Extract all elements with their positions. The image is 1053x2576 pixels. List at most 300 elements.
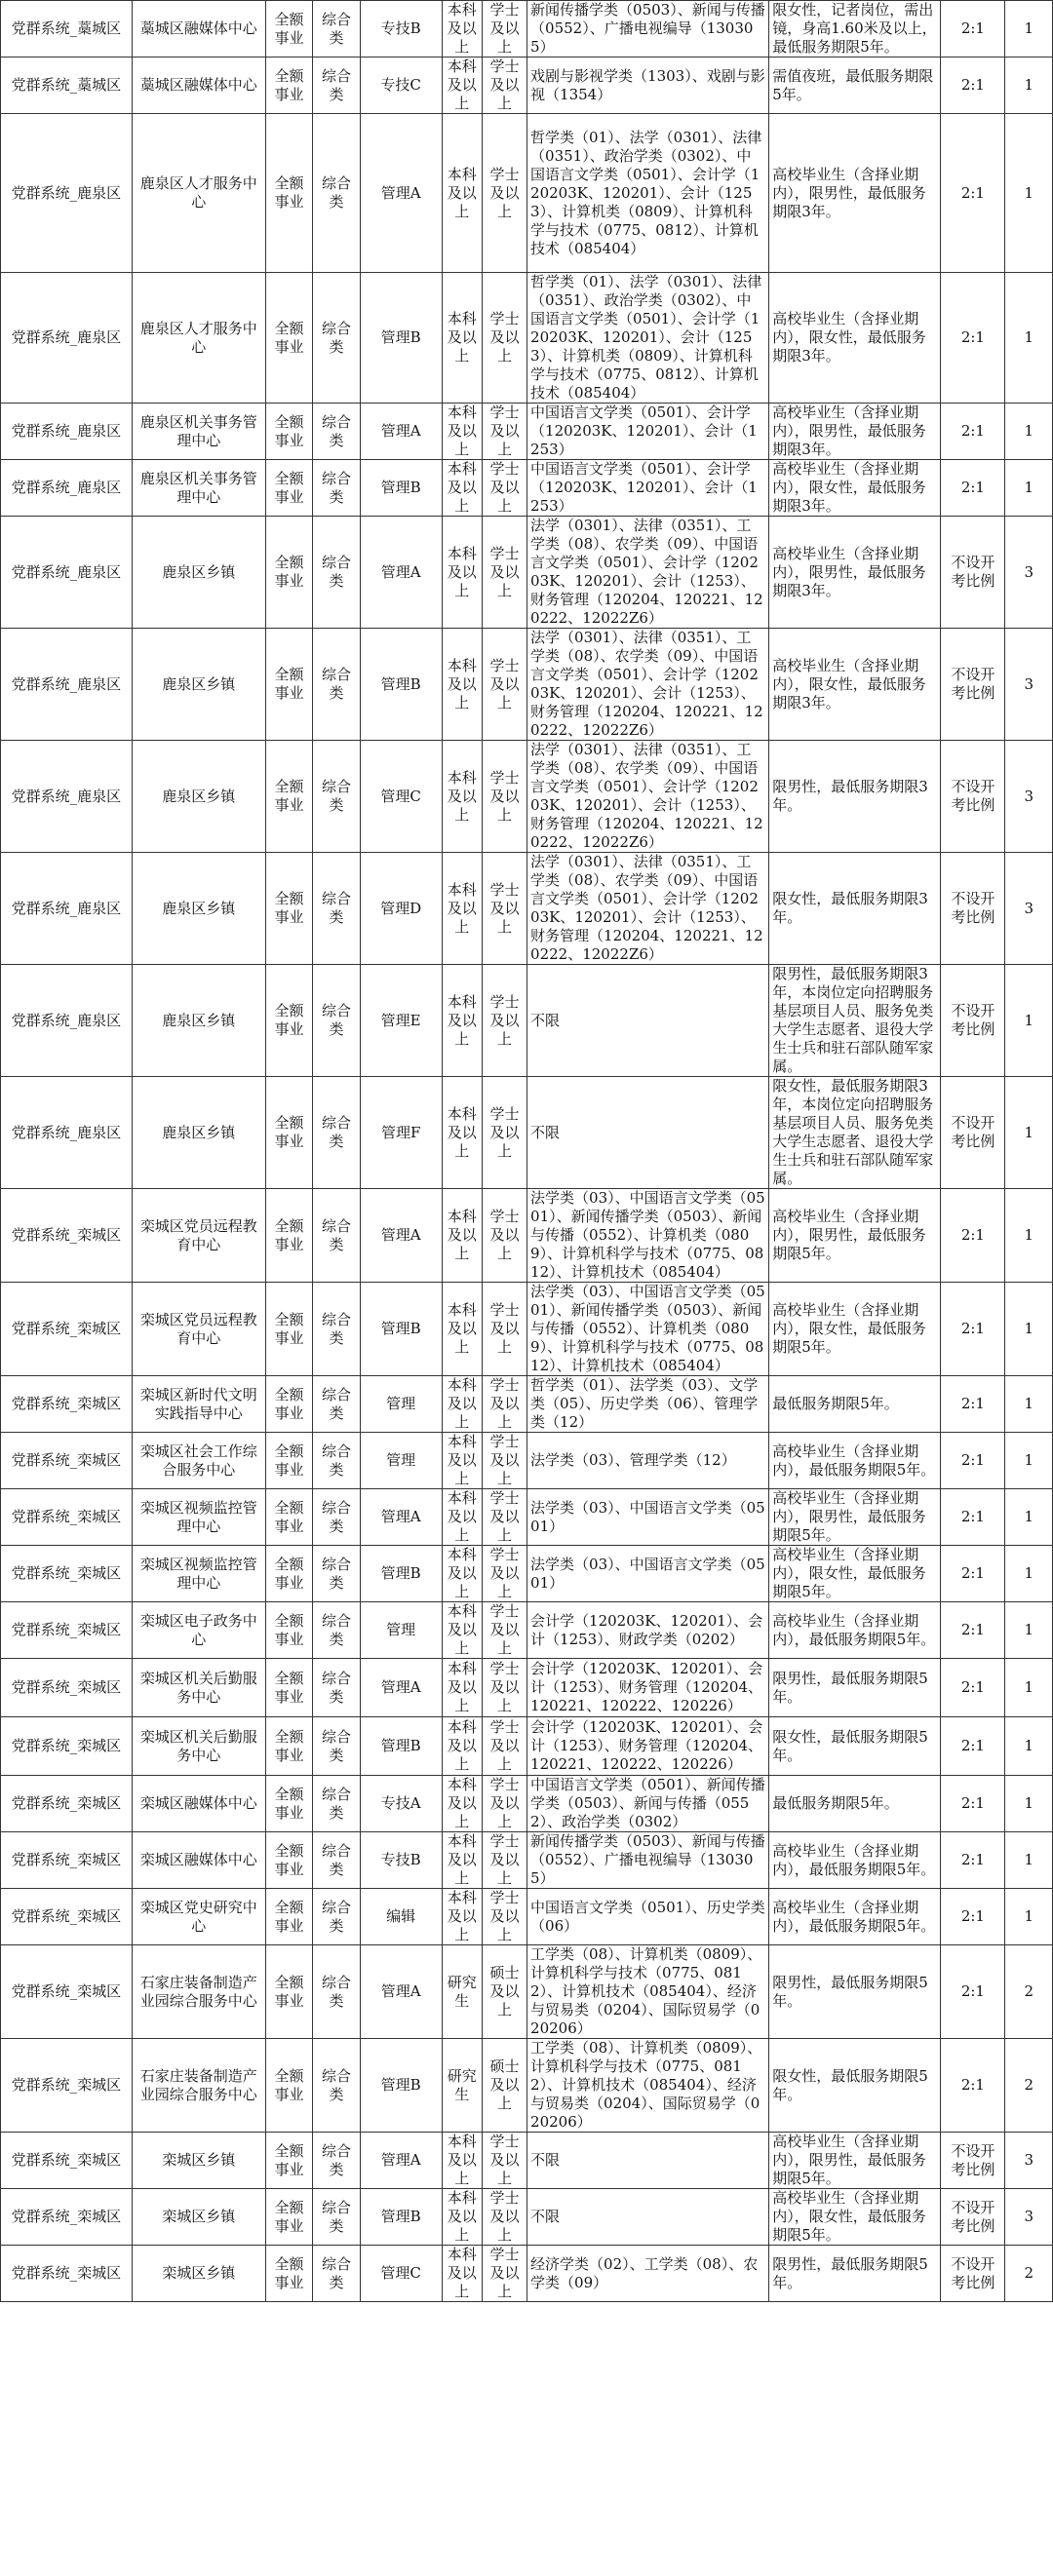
post-cell: 管理C [360, 2246, 442, 2302]
post-cell: 管理B [360, 273, 442, 404]
post-cell: 管理A [360, 1659, 442, 1717]
funding-cell: 全额事业 [265, 404, 312, 460]
post-cell: 管理A [360, 404, 442, 460]
system-cell: 党群系统_栾城区 [1, 2246, 133, 2302]
major-cell: 中国语言文学类（0501）、历史学类（06） [527, 1889, 769, 1945]
education-cell: 本科及以上 [442, 1832, 482, 1889]
category-cell: 综合类 [313, 965, 360, 1077]
category-cell: 综合类 [313, 404, 360, 460]
major-cell: 法学（0301）、法律（0351）、工学类（08）、农学类（09）、中国语言文学类（0501）、会计学（120203K、120201）、会计（1253）、财务管理（120204、120221、120222、12022Z6） [527, 853, 769, 965]
count-cell: 1 [1005, 965, 1053, 1077]
requirement-cell: 高校毕业生（含择业期内），最低服务期限5年。 [769, 1889, 941, 1945]
system-cell: 党群系统_鹿泉区 [1, 404, 133, 460]
unit-cell: 栾城区社会工作综合服务中心 [132, 1433, 265, 1489]
education-cell: 本科及以上 [442, 853, 482, 965]
degree-cell: 学士及以上 [482, 1376, 526, 1433]
funding-cell: 全额事业 [265, 1659, 312, 1717]
degree-cell: 学士及以上 [482, 1889, 526, 1945]
count-cell: 3 [1005, 741, 1053, 853]
system-cell: 党群系统_栾城区 [1, 1433, 133, 1489]
requirement-cell: 高校毕业生（含择业期内），最低服务期限5年。 [769, 1602, 941, 1659]
post-cell: 管理A [360, 517, 442, 629]
post-cell: 管理A [360, 1945, 442, 2039]
degree-cell: 学士及以上 [482, 2189, 526, 2246]
requirement-cell: 高校毕业生（含择业期内），限女性，最低服务期限5年。 [769, 1546, 941, 1602]
post-cell: 管理A [360, 114, 442, 273]
funding-cell: 全额事业 [265, 2189, 312, 2246]
ratio-cell: 不设开考比例 [941, 853, 1005, 965]
count-cell: 1 [1005, 1489, 1053, 1546]
count-cell: 1 [1005, 1546, 1053, 1602]
requirement-cell: 限男性，最低服务期限5年。 [769, 1945, 941, 2039]
post-cell: 管理B [360, 460, 442, 517]
degree-cell: 学士及以上 [482, 1717, 526, 1776]
funding-cell: 全额事业 [265, 2039, 312, 2133]
major-cell: 会计学（120203K、120201）、会计（1253）、财务管理（120204、120221、120222、120226） [527, 1659, 769, 1717]
category-cell: 综合类 [313, 1659, 360, 1717]
system-cell: 党群系统_鹿泉区 [1, 629, 133, 741]
category-cell: 综合类 [313, 741, 360, 853]
category-cell: 综合类 [313, 460, 360, 517]
category-cell: 综合类 [313, 1077, 360, 1189]
funding-cell: 全额事业 [265, 460, 312, 517]
major-cell: 哲学类（01）、法学类（03）、文学类（05）、历史学类（06）、管理学类（12） [527, 1376, 769, 1433]
education-cell: 本科及以上 [442, 114, 482, 273]
degree-cell: 学士及以上 [482, 1283, 526, 1376]
requirement-cell: 高校毕业生（含择业期内），限女性，最低服务期限3年。 [769, 629, 941, 741]
system-cell: 党群系统_藁城区 [1, 1, 133, 58]
category-cell: 综合类 [313, 1546, 360, 1602]
count-cell: 3 [1005, 2189, 1053, 2246]
ratio-cell: 2:1 [941, 114, 1005, 273]
count-cell: 1 [1005, 273, 1053, 404]
post-cell: 管理 [360, 1433, 442, 1489]
ratio-cell: 不设开考比例 [941, 965, 1005, 1077]
major-cell: 会计学（120203K、120201）、会计（1253）、财政学类（0202） [527, 1602, 769, 1659]
category-cell: 综合类 [313, 1717, 360, 1776]
table-row [1, 741, 1053, 853]
education-cell: 本科及以上 [442, 1889, 482, 1945]
category-cell: 综合类 [313, 2133, 360, 2189]
table-row [1, 517, 1053, 629]
count-cell: 1 [1005, 404, 1053, 460]
system-cell: 党群系统_栾城区 [1, 1283, 133, 1376]
ratio-cell: 2:1 [941, 404, 1005, 460]
requirement-cell: 限男性，最低服务期限3年。 [769, 741, 941, 853]
category-cell: 综合类 [313, 1832, 360, 1889]
degree-cell: 学士及以上 [482, 1189, 526, 1283]
degree-cell: 学士及以上 [482, 629, 526, 741]
education-cell: 本科及以上 [442, 1433, 482, 1489]
education-cell: 本科及以上 [442, 1189, 482, 1283]
degree-cell: 学士及以上 [482, 1, 526, 58]
unit-cell: 石家庄装备制造产业园综合服务中心 [132, 2039, 265, 2133]
unit-cell: 栾城区新时代文明实践指导中心 [132, 1376, 265, 1433]
system-cell: 党群系统_栾城区 [1, 1945, 133, 2039]
count-cell: 1 [1005, 58, 1053, 114]
degree-cell: 学士及以上 [482, 114, 526, 273]
unit-cell: 栾城区党史研究中心 [132, 1889, 265, 1945]
degree-cell: 学士及以上 [482, 1832, 526, 1889]
education-cell: 本科及以上 [442, 404, 482, 460]
table-row [1, 2133, 1053, 2189]
count-cell: 1 [1005, 1283, 1053, 1376]
ratio-cell: 2:1 [941, 1776, 1005, 1832]
system-cell: 党群系统_鹿泉区 [1, 273, 133, 404]
major-cell: 中国语言文学类（0501）、新闻传播学类（0503）、新闻与传播（0552）、政治学类（0302） [527, 1776, 769, 1832]
system-cell: 党群系统_鹿泉区 [1, 853, 133, 965]
ratio-cell: 2:1 [941, 1283, 1005, 1376]
education-cell: 本科及以上 [442, 273, 482, 404]
table-row [1, 1376, 1053, 1433]
major-cell: 新闻传播学类（0503）、新闻与传播（0552）、广播电视编导（130305） [527, 1, 769, 58]
system-cell: 党群系统_鹿泉区 [1, 114, 133, 273]
count-cell: 1 [1005, 1776, 1053, 1832]
post-cell: 管理B [360, 2039, 442, 2133]
post-cell: 管理B [360, 1546, 442, 1602]
unit-cell: 鹿泉区人才服务中心 [132, 273, 265, 404]
system-cell: 党群系统_栾城区 [1, 2039, 133, 2133]
table-row [1, 2039, 1053, 2133]
requirement-cell: 高校毕业生（含择业期内），限女性，最低服务期限5年。 [769, 2189, 941, 2246]
education-cell: 本科及以上 [442, 1776, 482, 1832]
funding-cell: 全额事业 [265, 273, 312, 404]
funding-cell: 全额事业 [265, 741, 312, 853]
major-cell: 哲学类（01）、法学（0301）、法律（0351）、政治学类（0302）、中国语言文学类（0501）、会计学（120203K、120201）、会计（1253）、计算机类（0809）、计算机科学与技术（0775、0812）、计算机技术（085404） [527, 114, 769, 273]
ratio-cell: 2:1 [941, 1602, 1005, 1659]
funding-cell: 全额事业 [265, 2246, 312, 2302]
table-row [1, 853, 1053, 965]
funding-cell: 全额事业 [265, 1376, 312, 1433]
unit-cell: 栾城区党员远程教育中心 [132, 1283, 265, 1376]
funding-cell: 全额事业 [265, 1776, 312, 1832]
table-row [1, 1717, 1053, 1776]
requirement-cell: 限男性，最低服务期限3年，本岗位定向招聘服务基层项目人员、服务免类大学生志愿者、退役大学生士兵和驻石部队随军家属。 [769, 965, 941, 1077]
degree-cell: 硕士及以上 [482, 1945, 526, 2039]
count-cell: 1 [1005, 1077, 1053, 1189]
category-cell: 综合类 [313, 273, 360, 404]
funding-cell: 全额事业 [265, 1945, 312, 2039]
major-cell: 法学类（03）、管理学类（12） [527, 1433, 769, 1489]
degree-cell: 硕士及以上 [482, 2039, 526, 2133]
major-cell: 法学（0301）、法律（0351）、工学类（08）、农学类（09）、中国语言文学类（0501）、会计学（120203K、120201）、会计（1253）、财务管理（120204、120221、120222、12022Z6） [527, 517, 769, 629]
requirement-cell: 限男性，最低服务期限5年。 [769, 2246, 941, 2302]
ratio-cell: 2:1 [941, 1, 1005, 58]
table-row [1, 1433, 1053, 1489]
table-row [1, 1945, 1053, 2039]
requirement-cell: 高校毕业生（含择业期内），最低服务期限5年。 [769, 1433, 941, 1489]
education-cell: 本科及以上 [442, 460, 482, 517]
post-cell: 专技A [360, 1776, 442, 1832]
major-cell: 工学类（08）、计算机类（0809）、计算机科学与技术（0775、0812）、计算机技术（085404）、经济与贸易类（0204）、国际贸易学（020206） [527, 2039, 769, 2133]
count-cell: 1 [1005, 1717, 1053, 1776]
table-row [1, 1546, 1053, 1602]
degree-cell: 学士及以上 [482, 965, 526, 1077]
requirement-cell: 高校毕业生（含择业期内），限女性，最低服务期限5年。 [769, 1283, 941, 1376]
category-cell: 综合类 [313, 1602, 360, 1659]
ratio-cell: 不设开考比例 [941, 2189, 1005, 2246]
education-cell: 研究生 [442, 2039, 482, 2133]
table-row [1, 1832, 1053, 1889]
category-cell: 综合类 [313, 1776, 360, 1832]
count-cell: 1 [1005, 1889, 1053, 1945]
funding-cell: 全额事业 [265, 1, 312, 58]
category-cell: 综合类 [313, 517, 360, 629]
ratio-cell: 不设开考比例 [941, 2133, 1005, 2189]
table-row [1, 1776, 1053, 1832]
education-cell: 本科及以上 [442, 1489, 482, 1546]
post-cell: 专技B [360, 1832, 442, 1889]
funding-cell: 全额事业 [265, 58, 312, 114]
ratio-cell: 2:1 [941, 273, 1005, 404]
category-cell: 综合类 [313, 1189, 360, 1283]
funding-cell: 全额事业 [265, 517, 312, 629]
unit-cell: 鹿泉区乡镇 [132, 965, 265, 1077]
table-row [1, 2246, 1053, 2302]
education-cell: 本科及以上 [442, 2133, 482, 2189]
ratio-cell: 2:1 [941, 1717, 1005, 1776]
table-row [1, 114, 1053, 273]
count-cell: 1 [1005, 1376, 1053, 1433]
count-cell: 3 [1005, 853, 1053, 965]
table-row [1, 1489, 1053, 1546]
system-cell: 党群系统_栾城区 [1, 1776, 133, 1832]
system-cell: 党群系统_栾城区 [1, 1489, 133, 1546]
unit-cell: 鹿泉区机关事务管理中心 [132, 460, 265, 517]
degree-cell: 学士及以上 [482, 1659, 526, 1717]
ratio-cell: 不设开考比例 [941, 629, 1005, 741]
education-cell: 本科及以上 [442, 1659, 482, 1717]
unit-cell: 栾城区乡镇 [132, 2189, 265, 2246]
major-cell: 中国语言文学类（0501）、会计学（120203K、120201）、会计（1253） [527, 460, 769, 517]
category-cell: 综合类 [313, 58, 360, 114]
funding-cell: 全额事业 [265, 2133, 312, 2189]
table-row [1, 1602, 1053, 1659]
count-cell: 1 [1005, 1, 1053, 58]
post-cell: 管理 [360, 1376, 442, 1433]
requirement-cell: 高校毕业生（含择业期内），限男性，最低服务期限3年。 [769, 517, 941, 629]
degree-cell: 学士及以上 [482, 1546, 526, 1602]
education-cell: 本科及以上 [442, 58, 482, 114]
major-cell: 哲学类（01）、法学（0301）、法律（0351）、政治学类（0302）、中国语言文学类（0501）、会计学（120203K、120201）、会计（1253）、计算机类（0809）、计算机科学与技术（0775、0812）、计算机技术（085404） [527, 273, 769, 404]
education-cell: 本科及以上 [442, 1376, 482, 1433]
category-cell: 综合类 [313, 1889, 360, 1945]
unit-cell: 鹿泉区乡镇 [132, 853, 265, 965]
education-cell: 本科及以上 [442, 1283, 482, 1376]
education-cell: 本科及以上 [442, 629, 482, 741]
unit-cell: 藁城区融媒体中心 [132, 58, 265, 114]
ratio-cell: 不设开考比例 [941, 1077, 1005, 1189]
table-row [1, 2189, 1053, 2246]
major-cell: 法学（0301）、法律（0351）、工学类（08）、农学类（09）、中国语言文学类（0501）、会计学（120203K、120201）、会计（1253）、财务管理（120204、120221、120222、12022Z6） [527, 741, 769, 853]
count-cell: 2 [1005, 1945, 1053, 2039]
major-cell: 会计学（120203K、120201）、会计（1253）、财务管理（120204、120221、120222、120226） [527, 1717, 769, 1776]
table-row [1, 1283, 1053, 1376]
funding-cell: 全额事业 [265, 1546, 312, 1602]
requirement-cell: 最低服务期限5年。 [769, 1776, 941, 1832]
ratio-cell: 2:1 [941, 1659, 1005, 1717]
system-cell: 党群系统_栾城区 [1, 1889, 133, 1945]
funding-cell: 全额事业 [265, 1889, 312, 1945]
major-cell: 新闻传播学类（0503）、新闻与传播（0552）、广播电视编导（130305） [527, 1832, 769, 1889]
ratio-cell: 2:1 [941, 1889, 1005, 1945]
major-cell: 法学类（03）、中国语言文学类（0501）、新闻传播学类（0503）、新闻与传播（0552）、计算机类（0809）、计算机科学与技术（0775、0812）、计算机技术（085404） [527, 1283, 769, 1376]
table-row [1, 58, 1053, 114]
post-cell: 管理A [360, 1489, 442, 1546]
table-row [1, 460, 1053, 517]
requirement-cell: 高校毕业生（含择业期内），限女性，最低服务期限3年。 [769, 273, 941, 404]
degree-cell: 学士及以上 [482, 58, 526, 114]
system-cell: 党群系统_藁城区 [1, 58, 133, 114]
ratio-cell: 不设开考比例 [941, 741, 1005, 853]
table-body [1, 1, 1053, 2302]
system-cell: 党群系统_鹿泉区 [1, 460, 133, 517]
category-cell: 综合类 [313, 1945, 360, 2039]
major-cell: 中国语言文学类（0501）、会计学（120203K、120201）、会计（1253） [527, 404, 769, 460]
major-cell: 法学类（03）、中国语言文学类（0501） [527, 1489, 769, 1546]
funding-cell: 全额事业 [265, 629, 312, 741]
degree-cell: 学士及以上 [482, 273, 526, 404]
ratio-cell: 不设开考比例 [941, 2246, 1005, 2302]
ratio-cell: 2:1 [941, 2039, 1005, 2133]
education-cell: 本科及以上 [442, 1, 482, 58]
count-cell: 3 [1005, 629, 1053, 741]
ratio-cell: 2:1 [941, 1832, 1005, 1889]
education-cell: 本科及以上 [442, 1602, 482, 1659]
table-row [1, 1659, 1053, 1717]
category-cell: 综合类 [313, 2039, 360, 2133]
major-cell: 不限 [527, 965, 769, 1077]
requirement-cell: 最低服务期限5年。 [769, 1376, 941, 1433]
ratio-cell: 2:1 [941, 1945, 1005, 2039]
category-cell: 综合类 [313, 114, 360, 273]
post-cell: 管理C [360, 741, 442, 853]
degree-cell: 学士及以上 [482, 1602, 526, 1659]
requirement-cell: 高校毕业生（含择业期内），限女性，最低服务期限3年。 [769, 460, 941, 517]
funding-cell: 全额事业 [265, 1717, 312, 1776]
system-cell: 党群系统_鹿泉区 [1, 517, 133, 629]
table-row [1, 1, 1053, 58]
post-cell: 管理A [360, 1189, 442, 1283]
table-row [1, 629, 1053, 741]
category-cell: 综合类 [313, 1489, 360, 1546]
requirement-cell: 限男性，最低服务期限5年。 [769, 1659, 941, 1717]
degree-cell: 学士及以上 [482, 2246, 526, 2302]
funding-cell: 全额事业 [265, 853, 312, 965]
degree-cell: 学士及以上 [482, 853, 526, 965]
degree-cell: 学士及以上 [482, 1433, 526, 1489]
unit-cell: 栾城区融媒体中心 [132, 1776, 265, 1832]
system-cell: 党群系统_栾城区 [1, 1376, 133, 1433]
unit-cell: 栾城区机关后勤服务中心 [132, 1659, 265, 1717]
category-cell: 综合类 [313, 853, 360, 965]
degree-cell: 学士及以上 [482, 517, 526, 629]
ratio-cell: 不设开考比例 [941, 517, 1005, 629]
table-row [1, 1189, 1053, 1283]
unit-cell: 栾城区党员远程教育中心 [132, 1189, 265, 1283]
requirement-cell: 限女性，记者岗位，需出镜，身高1.60米及以上，最低服务期限5年。 [769, 1, 941, 58]
degree-cell: 学士及以上 [482, 460, 526, 517]
requirement-cell: 高校毕业生（含择业期内），限男性，最低服务期限5年。 [769, 1489, 941, 1546]
category-cell: 综合类 [313, 1283, 360, 1376]
count-cell: 2 [1005, 2246, 1053, 2302]
post-cell: 管理 [360, 1602, 442, 1659]
major-cell: 工学类（08）、计算机类（0809）、计算机科学与技术（0775、0812）、计算机技术（085404）、经济与贸易类（0204）、国际贸易学（020206） [527, 1945, 769, 2039]
system-cell: 党群系统_栾城区 [1, 2189, 133, 2246]
post-cell: 管理B [360, 1283, 442, 1376]
table-row [1, 1889, 1053, 1945]
count-cell: 1 [1005, 1832, 1053, 1889]
system-cell: 党群系统_栾城区 [1, 1189, 133, 1283]
funding-cell: 全额事业 [265, 1832, 312, 1889]
post-cell: 管理B [360, 1717, 442, 1776]
post-cell: 管理B [360, 629, 442, 741]
post-cell: 管理F [360, 1077, 442, 1189]
education-cell: 研究生 [442, 1945, 482, 2039]
education-cell: 本科及以上 [442, 1077, 482, 1189]
unit-cell: 藁城区融媒体中心 [132, 1, 265, 58]
post-cell: 管理B [360, 2189, 442, 2246]
unit-cell: 鹿泉区机关事务管理中心 [132, 404, 265, 460]
unit-cell: 栾城区电子政务中心 [132, 1602, 265, 1659]
requirement-cell: 限女性，最低服务期限5年。 [769, 2039, 941, 2133]
degree-cell: 学士及以上 [482, 2133, 526, 2189]
post-cell: 管理D [360, 853, 442, 965]
funding-cell: 全额事业 [265, 114, 312, 273]
requirement-cell: 限女性，最低服务期限3年。 [769, 853, 941, 965]
unit-cell: 鹿泉区乡镇 [132, 741, 265, 853]
funding-cell: 全额事业 [265, 1283, 312, 1376]
education-cell: 本科及以上 [442, 2246, 482, 2302]
funding-cell: 全额事业 [265, 1189, 312, 1283]
education-cell: 本科及以上 [442, 517, 482, 629]
table-row [1, 404, 1053, 460]
requirement-cell: 高校毕业生（含择业期内），限男性，最低服务期限5年。 [769, 2133, 941, 2189]
requirement-cell: 高校毕业生（含择业期内），限男性，最低服务期限3年。 [769, 114, 941, 273]
post-cell: 编辑 [360, 1889, 442, 1945]
system-cell: 党群系统_栾城区 [1, 1546, 133, 1602]
unit-cell: 栾城区乡镇 [132, 2133, 265, 2189]
category-cell: 综合类 [313, 1433, 360, 1489]
education-cell: 本科及以上 [442, 2189, 482, 2246]
education-cell: 本科及以上 [442, 1717, 482, 1776]
table-row [1, 965, 1053, 1077]
category-cell: 综合类 [313, 1, 360, 58]
ratio-cell: 2:1 [941, 1433, 1005, 1489]
degree-cell: 学士及以上 [482, 741, 526, 853]
count-cell: 1 [1005, 1659, 1053, 1717]
category-cell: 综合类 [313, 2246, 360, 2302]
count-cell: 1 [1005, 1602, 1053, 1659]
system-cell: 党群系统_鹿泉区 [1, 1077, 133, 1189]
category-cell: 综合类 [313, 629, 360, 741]
education-cell: 本科及以上 [442, 741, 482, 853]
unit-cell: 栾城区乡镇 [132, 2246, 265, 2302]
education-cell: 本科及以上 [442, 965, 482, 1077]
requirement-cell: 限女性，最低服务期限3年，本岗位定向招聘服务基层项目人员、服务免类大学生志愿者、退役大学生士兵和驻石部队随军家属。 [769, 1077, 941, 1189]
category-cell: 综合类 [313, 2189, 360, 2246]
unit-cell: 栾城区视频监控管理中心 [132, 1489, 265, 1546]
requirement-cell: 高校毕业生（含择业期内），最低服务期限5年。 [769, 1832, 941, 1889]
ratio-cell: 2:1 [941, 1376, 1005, 1433]
system-cell: 党群系统_鹿泉区 [1, 965, 133, 1077]
unit-cell: 栾城区机关后勤服务中心 [132, 1717, 265, 1776]
count-cell: 3 [1005, 517, 1053, 629]
funding-cell: 全额事业 [265, 1077, 312, 1189]
funding-cell: 全额事业 [265, 1489, 312, 1546]
count-cell: 2 [1005, 2039, 1053, 2133]
requirement-cell: 需值夜班，最低服务期限5年。 [769, 58, 941, 114]
